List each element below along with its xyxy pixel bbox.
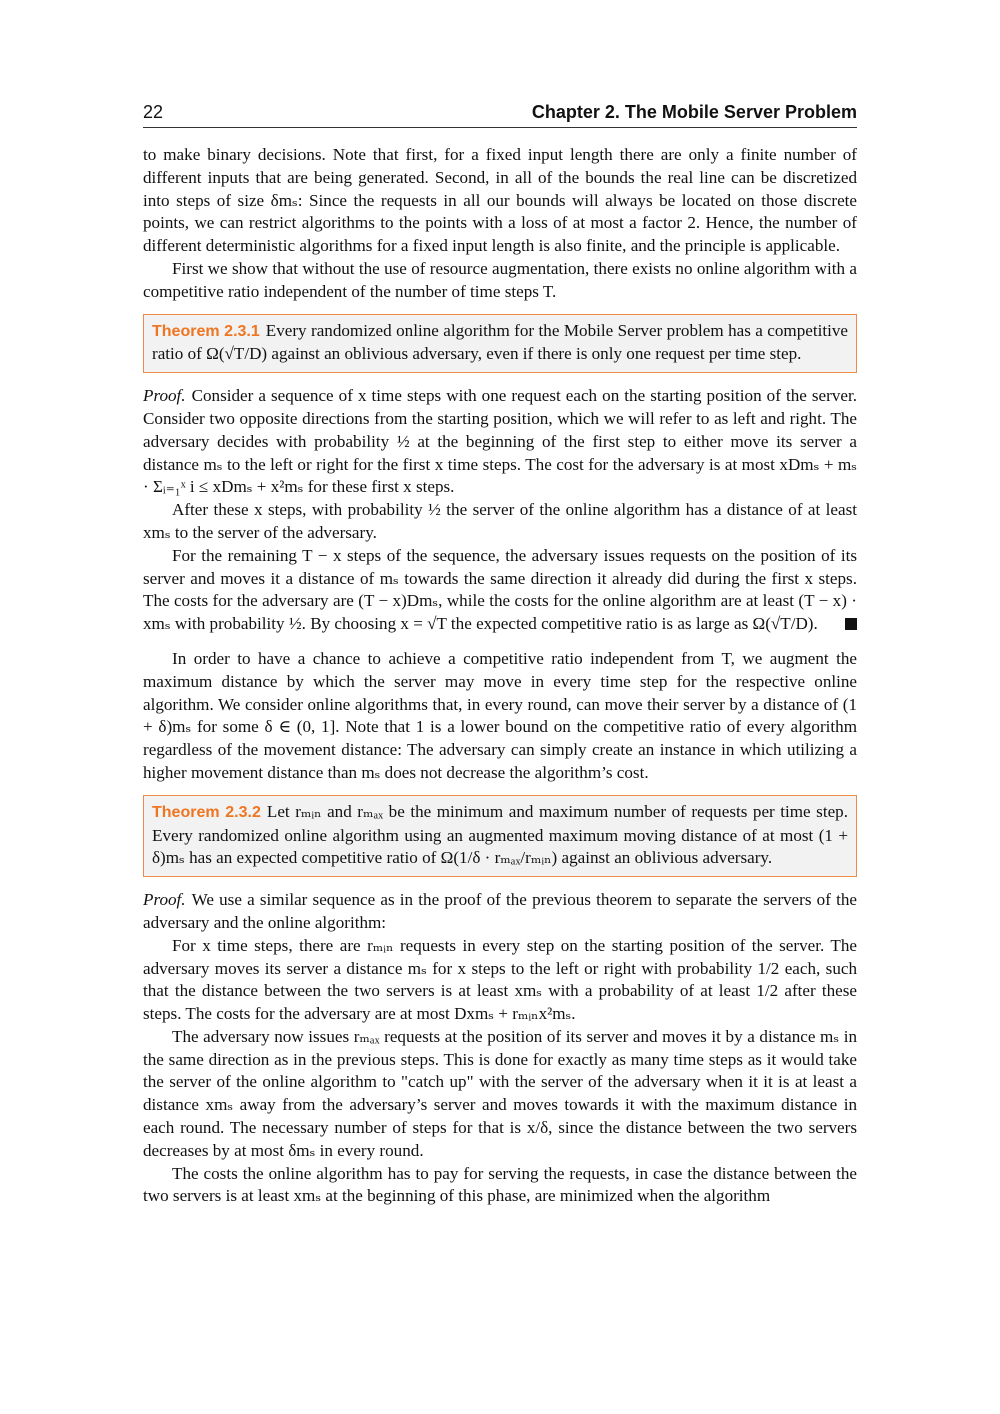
proof-text: We use a similar sequence as in the proof of the previous theorem to separate the servers of the adversary and the online algorithm: xyxy=(143,890,857,932)
theorem-statement: Every randomized online algorithm for the Mobile Server problem has a competitive ratio of Ω(√T/D) against an oblivious adversary, even if there is only one request per time step. xyxy=(152,320,848,364)
proof-paragraph: The adversary now issues rₘₐₓ requests at the position of its server and moves it by a distance mₛ in the same direction as in the previous steps. This is done for exactly as many time steps as it would take the server of the online algorithm to "catch up" with the server of the adversary when it it is at least a distance xmₛ away from the adversary’s server and moves towards it with the maximum distance in each round. The necessary number of steps for that is x/δ, since the distance between the two servers decreases by at most δmₛ in every round. xyxy=(143,1026,857,1160)
proof-text: For the remaining T − x steps of the sequence, the adversary issues requests on the position of its server and moves it a distance of mₛ towards the same direction it already did during the first x steps. The costs for the adversary are (T − x)Dmₛ, while the costs for the online algorithm are at least (T − x) · xmₛ with probability ½. By choosing x = √T the expected competitive ratio is as large as Ω(√T/D). xyxy=(143,545,857,634)
theorem-box-2-3-1 xyxy=(143,314,857,374)
theorem-statement: Let rₘᵢₙ and rₘₐₓ be the minimum and maximum number of requests per time step. Every randomized online algorithm using an augmented maximum moving distance of at most (1 + δ)mₛ has an expected competitive ratio of Ω(1/δ · rₘₐₓ/rₘᵢₙ) against an oblivious adversary. xyxy=(152,801,848,868)
proof-paragraph: For x time steps, there are rₘᵢₙ requests in every step on the starting position of the server. The adversary moves its server a distance mₛ for x steps to the left or right with probability 1/2 each, such that the distance between the two servers is at least xmₛ with a probability of at least 1/2 after these steps. The costs for the adversary are at most Dxmₛ + rₘᵢₙx²mₛ. xyxy=(143,935,857,1024)
paragraph-discretization: to make binary decisions. Note that first, for a fixed input length there are only a finite number of different inputs that are being generated. Second, in all of the bounds the real line can be discretized into steps of size δmₛ: Since the requests in all our bounds will always be located on those discrete points, we can restrict algorithms to the points with a loss of at most a factor 2. Hence, the number of different deterministic algorithms for a fixed input length is also finite, and the principle is applicable. xyxy=(143,145,857,256)
proof-paragraph xyxy=(143,385,857,499)
paragraph-augmentation: In order to have a chance to achieve a competitive ratio independent from T, we augment the maximum distance by which the server may move in every time step for the respective online algorithm. We consider online algorithms that, in every round, can move their server by a distance of (1 + δ)mₛ for some δ ∈ (0, 1]. Note that 1 is a lower bound on the competitive ratio of every algorithm regardless of the movement distance: The adversary can simply create an instance in which utilizing a higher movement distance than mₛ does not decrease the algorithm’s cost. xyxy=(143,648,857,782)
theorem-label: Theorem 2.3.1 xyxy=(152,322,260,340)
proof-paragraph: The costs the online algorithm has to pay for serving the requests, in case the distance between the two servers is at least xmₛ at the beginning of this phase, are minimized when the algorithm xyxy=(143,1163,857,1206)
running-header xyxy=(143,100,857,128)
theorem-label: Theorem 2.3.2 xyxy=(152,803,261,821)
theorem-box-2-3-2 xyxy=(143,795,857,877)
proof-paragraph xyxy=(143,545,857,636)
chapter-title: Chapter 2. The Mobile Server Problem xyxy=(531,102,857,122)
proof-label: Proof. xyxy=(143,386,186,406)
page-number: 22 xyxy=(143,102,164,122)
page-body xyxy=(143,144,857,1208)
proof-paragraph xyxy=(143,889,857,935)
proof-paragraph: After these x steps, with probability ½ the server of the online algorithm has a distance of at least xmₛ to the server of the adversary. xyxy=(143,500,857,542)
proof-label: Proof. xyxy=(143,890,186,910)
paragraph-intro-theorem: First we show that without the use of resource augmentation, there exists no online algorithm with a competitive ratio independent of the number of time steps T. xyxy=(143,258,857,301)
proof-text: Consider a sequence of x time steps with one request each on the starting position of the server. Consider two opposite directions from the starting position, which we will refer to as left and right. The adversary decides with probability ½ at the beginning of the first step to either move its server a distance mₛ to the left or right for the first x time steps. The cost for the adversary is at most xDmₛ + mₛ · Σᵢ₌₁ˣ i ≤ xDmₛ + x²mₛ for these first x steps. xyxy=(143,386,857,497)
qed-mark xyxy=(845,618,857,630)
